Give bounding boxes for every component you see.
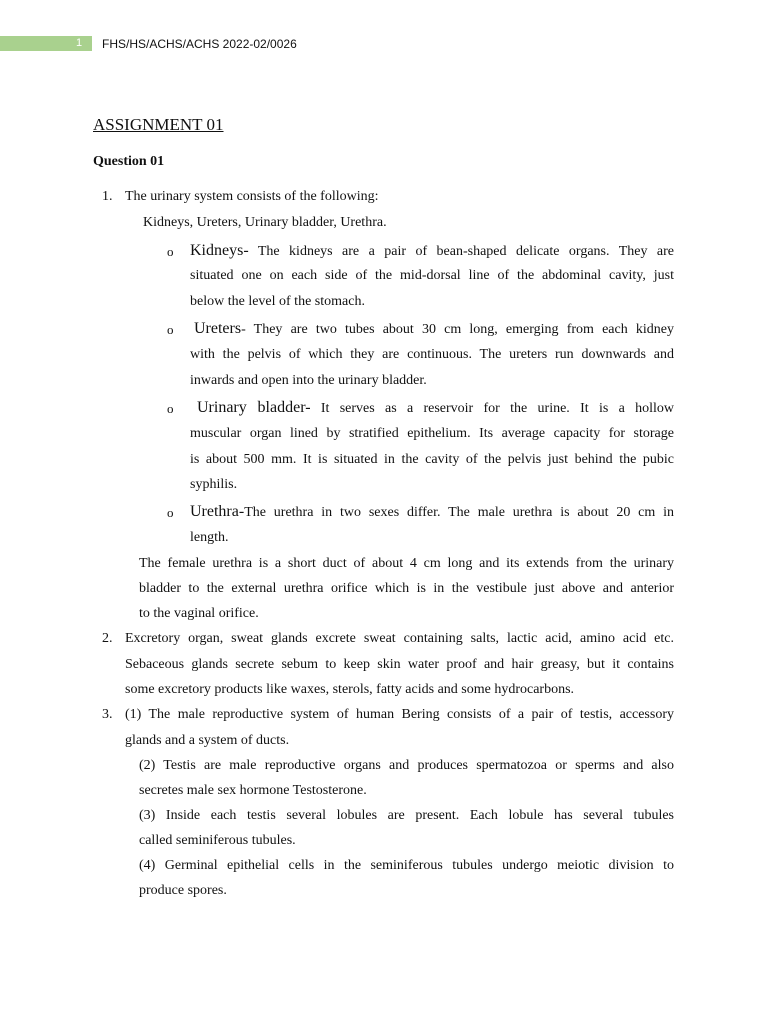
bladder-term: Urinary bladder- (197, 399, 311, 416)
item-number-3: 3. (102, 707, 113, 722)
kidneys-line-2: situated one on each side of the mid-dorsal line of the abdominal cavity, just (190, 268, 674, 283)
kidneys-line-1: Kidneys- The kidneys are a pair of bean-shaped delicate organs. They are (190, 242, 674, 259)
bladder-line-2: muscular organ lined by stratified epithelium. Its average capacity for storage (190, 426, 674, 441)
item3-sub3-line-1: (3) Inside each testis several lobules are present. Each lobule has several tubules (139, 808, 674, 823)
question-heading: Question 01 (93, 154, 165, 169)
bladder-line-1: Urinary bladder- It serves as a reservoir for the urine. It is a hollow (197, 399, 674, 416)
item2-line-2: Sebaceous glands secrete sebum to keep skin water proof and hair greasy, but it contains (125, 657, 674, 672)
kidneys-term: Kidneys- (190, 242, 249, 259)
bladder-line-4: syphilis. (190, 477, 238, 492)
ureters-term: Ureters (194, 320, 242, 337)
bladder-line-3: is about 500 mm. It is situated in the cavity of the pelvis just behind the pubic (190, 452, 674, 467)
item2-line-1: Excretory organ, sweat glands excrete sweat containing salts, lactic acid, amino acid etc. (125, 631, 674, 646)
item3-sub2-line-1: (2) Testis are male reproductive organs and produces spermatozoa or sperms and also (139, 758, 674, 773)
ureters-line-3: inwards and open into the urinary bladder. (190, 373, 427, 388)
assignment-title: ASSIGNMENT 01 (93, 115, 224, 134)
item3-line-2: glands and a system of ducts. (125, 733, 290, 748)
item3-line-1: (1) The male reproductive system of human Bering consists of a pair of testis, accessory (125, 707, 674, 722)
item3-sub4-line-1: (4) Germinal epithelial cells in the seminiferous tubules undergo meiotic division to (139, 858, 674, 873)
ureters-line-2: with the pelvis of which they are continuous. The ureters run downwards and (190, 347, 674, 362)
bullet-marker: o (167, 505, 174, 520)
document-code: FHS/HS/ACHS/ACHS 2022-02/0026 (102, 37, 297, 51)
item-number-2: 2. (102, 631, 113, 646)
item3-sub3-line-2: called seminiferous tubules. (139, 833, 296, 848)
item-number-1: 1. (102, 189, 113, 204)
urethra-line-1: Urethra-The urethra in two sexes differ. The male urethra is about 20 cm in (190, 503, 674, 520)
bullet-marker: o (167, 401, 174, 416)
item1-intro: The urinary system consists of the following: (125, 189, 379, 204)
female-urethra-line-1: The female urethra is a short duct of about 4 cm long and its extends from the urinary (139, 556, 674, 571)
item3-sub4-line-2: produce spores. (139, 883, 227, 898)
female-urethra-line-3: to the vaginal orifice. (139, 606, 259, 621)
bullet-marker: o (167, 244, 174, 259)
urethra-line-2: length. (190, 530, 229, 545)
item3-sub2-line-2: secretes male sex hormone Testosterone. (139, 783, 367, 798)
female-urethra-line-2: bladder to the external urethra orifice which is in the vestibule just above and anterior (139, 581, 674, 596)
kidneys-line-3: below the level of the stomach. (190, 294, 365, 309)
urethra-term: Urethra- (190, 503, 245, 520)
item2-line-3: some excretory products like waxes, sterols, fatty acids and some hydrocarbons. (125, 682, 575, 697)
bullet-marker: o (167, 322, 174, 337)
item1-list: Kidneys, Ureters, Urinary bladder, Urethra. (143, 215, 387, 230)
ureters-line-1: Ureters- They are two tubes about 30 cm long, emerging from each kidney (194, 320, 674, 337)
page-number: 1 (75, 37, 83, 49)
